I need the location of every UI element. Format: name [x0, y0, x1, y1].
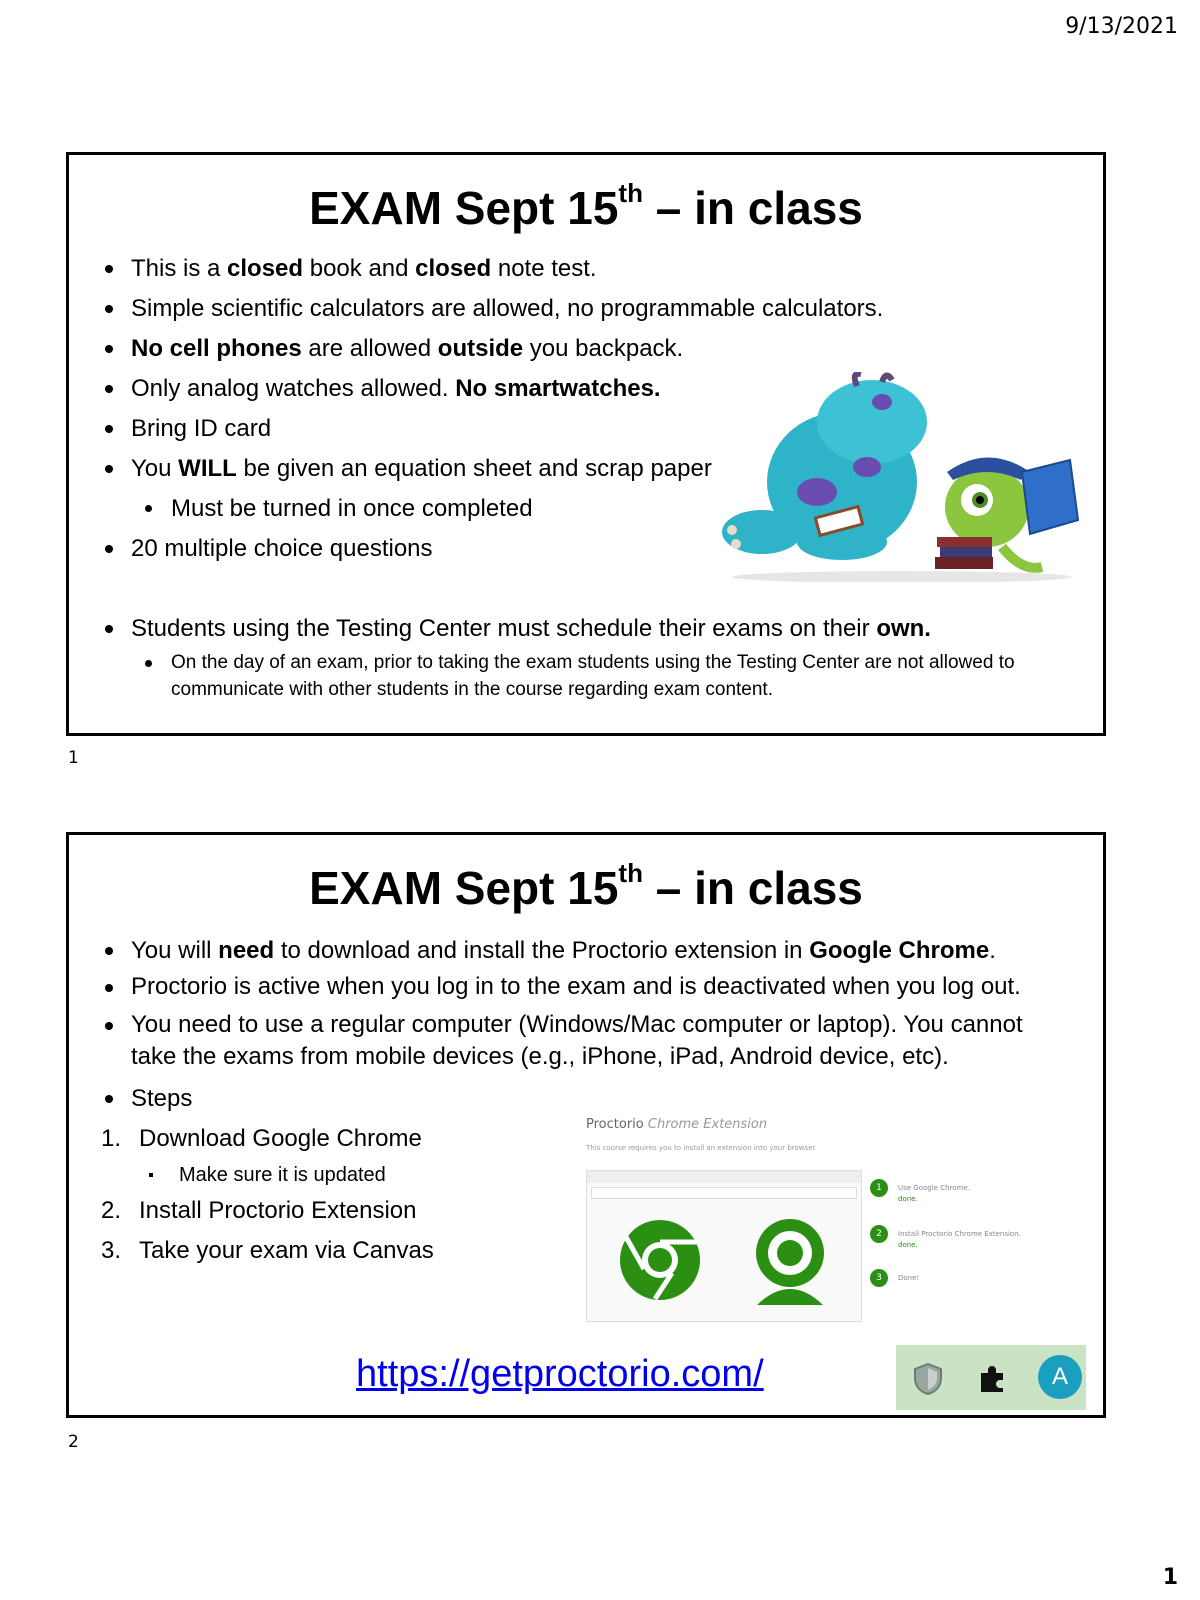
bullet-multiple-choice: 20 multiple choice questions [69, 529, 1103, 569]
bullet-id-card: Bring ID card [69, 409, 1103, 449]
proctorio-webcam-icon [747, 1213, 833, 1309]
bullet-equation-sheet: You WILL be given an equation sheet and scrap paper [69, 449, 1103, 489]
bullet-watches: Only analog watches allowed. No smartwatches. [69, 369, 1103, 409]
step-1-sub: Make sure it is updated [69, 1159, 1103, 1191]
sub-bullet-turn-in: Must be turned in once completed [69, 489, 1103, 529]
step-1: 1. Download Google Chrome [101, 1125, 422, 1152]
bullet-steps: Steps [69, 1079, 1103, 1119]
bullet-install-proctorio: You will need to download and install the Proctorio extension in Google Chrome. [69, 931, 1103, 971]
getproctorio-link[interactable]: https://getproctorio.com/ [356, 1353, 764, 1395]
slide-1-title: EXAM Sept 15th – in class [309, 178, 863, 234]
header-date: 9/13/2021 [1065, 14, 1178, 39]
proctorio-panel-title: Proctorio Chrome Extension [586, 1117, 768, 1132]
bullet-cell-phones: No cell phones are allowed outside you backpack. [69, 329, 1103, 369]
step-3: 3. Take your exam via Canvas [101, 1237, 434, 1264]
puzzle-icon[interactable] [978, 1365, 1008, 1393]
bullet-calculators: Simple scientific calculators are allowed, no programmable calculators. [69, 289, 1103, 329]
slide-2-title: EXAM Sept 15th – in class [309, 858, 863, 914]
bullet-regular-computer: You need to use a regular computer (Windows/Mac computer or laptop). You cannot take the exams from mobile devices (e.g., iPhone, iPad, Android device, etc). [69, 1009, 1103, 1079]
chrome-logo-icon [617, 1217, 703, 1303]
monsters-reading-illustration [722, 372, 1082, 582]
proctorio-step-3: 3 Done! [870, 1269, 919, 1287]
proctorio-step-1: 1 Use Google Chrome. done. [870, 1179, 970, 1203]
proctorio-extension-screenshot [582, 1113, 1021, 1328]
browser-mockup [586, 1170, 862, 1322]
slide-2-number: 2 [68, 1432, 79, 1452]
proctorio-panel-subtitle: This course requires you to install an extension into your browser. [586, 1144, 817, 1152]
proctorio-step-2: 2 Install Proctorio Chrome Extension. done. [870, 1225, 1021, 1249]
slide-1-number: 1 [68, 748, 79, 768]
avatar[interactable]: A [1038, 1355, 1082, 1399]
bullet-testing-center: Students using the Testing Center must schedule their exams on their own. [69, 609, 1103, 649]
step-2: 2. Install Proctorio Extension [101, 1197, 417, 1224]
bullet-closed-book: This is a closed book and closed note test. [69, 249, 1103, 289]
page-number: 1 [1162, 1565, 1178, 1590]
bullet-proctorio-active: Proctorio is active when you log in to the exam and is deactivated when you log out. [69, 971, 1103, 1009]
browser-toolbar-snippet [896, 1345, 1086, 1410]
shield-icon[interactable] [914, 1363, 942, 1395]
sub-bullet-testing-center-rule: On the day of an exam, prior to taking the exam students using the Testing Center are not allowed to communicate with other students in the course regarding exam content. [69, 649, 1103, 703]
